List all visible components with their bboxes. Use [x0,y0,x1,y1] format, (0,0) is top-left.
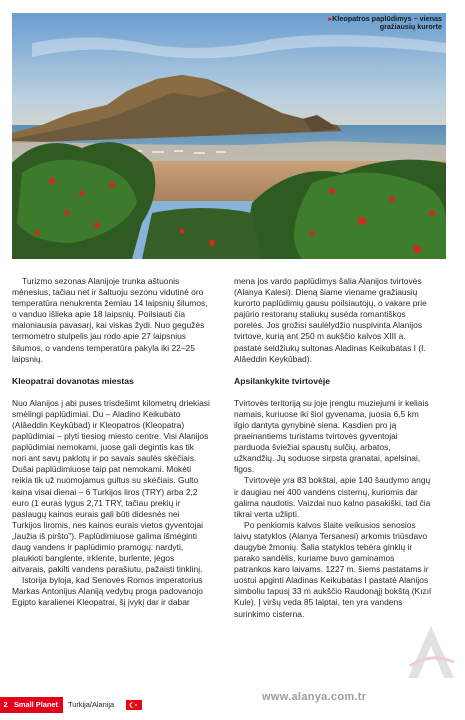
beach-castle-photo [12,13,446,259]
caption-line-2: gražiausių kurorte [379,22,442,32]
caption-line-1: Kleopatros paplūdimys – vienas [332,14,442,23]
turkey-flag-icon [126,700,142,710]
body-paragraph: Nuo Alanijos į abi puses trisdešimt kilometrų driekiasi smėlingi paplūdimiai. Du – Aladino Keikubato (Alâeddin Keykûbad) ir Kleopatros (Kleopatra) paplūdimiai – plyti tiesiog miesto centre. Visi Alanijos paplūdimiai nemokami, juose gali degintis kas tik nori ant savų paklotų ir po savais saulės skėčiais. Dušai paplūdimiuose taip pat nemokami. Mokėti reikia tik už nuomojamus gultus su skėčiais. Gulto kaina visai dienai – 6 Turkijos liros (TRY) arba 2,2 euro (1 euras lygus 2,71 TRY, tačiau prekių ir paslaugų kainos eurais gali būti didesnės nei Turkijos liromis, nes kainos eurais vietos gyventojai „laužia iš piršto"). Paplūdimiuose galima išmėginti daug vandens ir paplūdimio pramogų: nardyti, plaukioti banglente, irklente, burlente, jėgos aitvarais, pakilti vandens parašiutu, pažaisti tinklinį. [12,397,210,575]
brand-label: Small Planet [11,697,63,713]
section-label: Turkija/Alanija [68,700,115,709]
section-heading: Apsilankykite tvirtovėje [234,375,331,386]
caption-arrow-icon: ▸ [328,14,333,23]
intro-paragraph: Turizmo sezonas Alanijoje trunka aštuonis mėnesius, tačiau net ir šaltuoju sezonu vidutinė oro temperatūra nenukrenta žemiau 14 laipsnių šilumos, o vanduo išlieka apie 18 laipsnių. Poilsiauti čia maloniausia pavasarį, kai viskas žydi. Nuo gegužės termometro stulpelis jau rodo apie 27 laipsnius šilumos, o vandens temperatūra pakyla iki 22–25 laipsnių. [12,276,208,364]
body-paragraph: Tvirtovėje yra 83 bokštai, apie 140 šaudymo angų ir daugiau nei 400 vandens cisternų, kuriomis dar galima naudotis. Vaizdai nuo kalno pasakiški, tad čia tikrai verta užlipti. [234,475,431,519]
watermark-logo [404,622,458,682]
hero-photo [12,13,446,259]
photo-caption [329,15,442,31]
intro-paragraph: mena jos vardo paplūdimys šalia Alanijos tvirtovės (Alanya Kalesi). Dieną šiame viename gražiausių kurorto paplūdimių gausu poilsiautojų, o vakare prie pajūrio restoranų staliukų susėda romantiškos porelės. Jos grožisi saulėlydžio nusplvinta Alanijos tvirtove, kurią ant 250 m aukščio kalvos XIII a. pastatė seldžiukų sultonas Aladinas Keikubatas I (I. Alâeddin Keykûbad). [234,276,427,364]
body-paragraph: Po penkiomis kalvos šlaite veikusios senosios laivų statyklos (Alanya Tersanesi) arkomis triūsdavo daugybė žmonių. Šalia statyklos tebėra ginklų ir parako sandėlis, kuriame buvo gaminamos patrankos karo laivams. 1227 m. šiems pastatams ir uostui apginti Aladinas Keikubatas I pastatė Alanijos simboliu tapusį 33 m aukščio Raudonąjį bokštą (Kızıl Kule). Į viršų veda 85 laiptai, ten yra vandens surinkimo cisterna. [234,519,431,619]
section-heading: Kleopatrai dovanotas miestas [12,375,134,386]
left-column [12,276,210,609]
body-paragraph: Istorija byloja, kad Senovės Romos imperatorius Markas Antonijus Alaniją vedybų proga padovanojo Egipto karalienei Kleopatrai, šį įvykį dar ir dabar [12,575,203,608]
body-paragraph: Tvirtovės teritoriją su joje įrengtu muziejumi ir keliais namais, kuriuose iki šiol gyvenama, juosia 6,5 km ilgio dantyta gynybinė siena. Kasdien pro ją praeinantiems turistams tvirtovės gyventojai parduoda šviežiai spaustų sulčių, arbatos, užkandžių. Jų soduose sirpsta granatai, apelsinai, figos. [234,397,429,475]
page-number: 2 [0,697,11,713]
page-footer [0,697,465,713]
watermark-url: www.alanya.com.tr [262,691,367,703]
right-column [234,276,432,620]
